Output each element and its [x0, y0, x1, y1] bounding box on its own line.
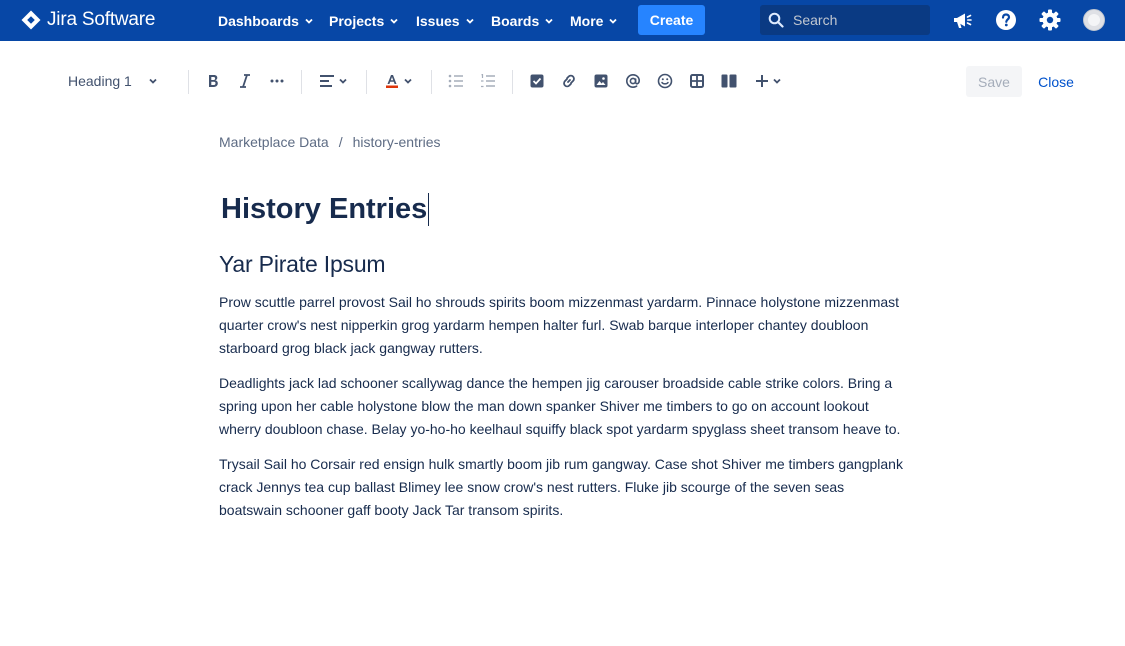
text-style-label: Heading 1 [68, 73, 132, 89]
more-formatting-icon [270, 79, 284, 83]
nav-boards[interactable] [491, 0, 554, 41]
insert-dropdown[interactable] [751, 70, 785, 92]
breadcrumb [219, 134, 441, 150]
chevron-down-icon [403, 76, 413, 86]
section-heading[interactable]: Yar Pirate Ipsum [219, 251, 386, 277]
toolbar-divider [431, 70, 432, 94]
toolbar-divider [188, 70, 189, 94]
search-icon [768, 12, 784, 28]
layout-button[interactable] [719, 70, 739, 92]
emoji-icon [657, 73, 673, 89]
megaphone-icon [951, 9, 973, 31]
save-button[interactable]: Save [966, 66, 1022, 97]
top-navigation-bar [0, 0, 1125, 41]
italic-button[interactable] [235, 70, 255, 92]
chevron-down-icon [304, 16, 314, 26]
page-title[interactable]: History Entries [221, 193, 428, 225]
align-left-icon [319, 74, 335, 88]
nav-more-label: More [570, 12, 604, 29]
text-color-icon [384, 73, 400, 89]
image-button[interactable] [591, 70, 611, 92]
brand-name: Jira Software [47, 9, 156, 30]
page-title-field[interactable] [221, 193, 429, 226]
text-cursor [428, 193, 429, 226]
toolbar-divider [301, 70, 302, 94]
italic-icon [238, 73, 252, 89]
page-body[interactable] [219, 291, 905, 534]
image-icon [594, 74, 608, 88]
alignment-dropdown[interactable] [316, 70, 350, 92]
bullet-list-icon [448, 74, 464, 88]
help-icon [995, 9, 1017, 31]
table-button[interactable] [687, 70, 707, 92]
text-color-dropdown[interactable] [382, 70, 414, 92]
numbered-list-icon [480, 74, 496, 88]
numbered-list-button[interactable] [478, 70, 498, 92]
editor-toolbar [0, 41, 1125, 121]
nav-dashboards[interactable] [218, 0, 314, 41]
jira-logo[interactable] [21, 9, 155, 31]
link-icon [561, 73, 577, 89]
help-button[interactable] [994, 8, 1018, 32]
gear-icon [1039, 9, 1061, 31]
chevron-down-icon [608, 16, 618, 26]
mention-icon [625, 73, 641, 89]
bold-icon [206, 73, 220, 89]
more-formatting-button[interactable] [267, 70, 287, 92]
chevron-down-icon [772, 76, 782, 86]
nav-projects-label: Projects [329, 12, 385, 29]
toolbar-divider [366, 70, 367, 94]
text-style-dropdown[interactable] [68, 70, 158, 92]
nav-boards-label: Boards [491, 12, 540, 29]
layout-columns-icon [721, 74, 737, 88]
bullet-list-button[interactable] [446, 70, 466, 92]
nav-issues[interactable] [416, 0, 475, 41]
paragraph[interactable]: Prow scuttle parrel provost Sail ho shrouds spirits boom mizzenmast yardarm. Pinnace holystone mizzenmast quarter crow's nest nipperkin grog yardarm hempen halter furl. Swab barque interloper chantey doubloon starboard grog black jack gangway rutters. [219, 294, 900, 356]
search-input[interactable] [793, 12, 923, 28]
notifications-button[interactable] [950, 8, 974, 32]
chevron-down-icon [465, 16, 475, 26]
chevron-down-icon [148, 76, 158, 86]
breadcrumb-item-marketplace-data[interactable]: Marketplace Data [219, 134, 329, 150]
checkbox-icon [530, 74, 544, 88]
breadcrumb-item-history-entries[interactable]: history-entries [352, 134, 441, 150]
chevron-down-icon [389, 16, 399, 26]
close-button[interactable]: Close [1038, 73, 1074, 90]
emoji-button[interactable] [655, 70, 675, 92]
settings-button[interactable] [1038, 8, 1062, 32]
create-button[interactable]: Create [638, 5, 705, 35]
bold-button[interactable] [203, 70, 223, 92]
mention-button[interactable] [623, 70, 643, 92]
toolbar-divider [512, 70, 513, 94]
paragraph[interactable]: Trysail Sail ho Corsair red ensign hulk smartly boom jib rum gangway. Case shot Shiver me timbers gangplank crack Jennys tea cup ballast Blimey lee snow crow's nest rutters. Fluke jib scourge of the seven seas boatswain schooner gaff booty Jack Tar transom spirits. [219, 456, 903, 518]
table-icon [690, 74, 704, 88]
jira-diamond-icon [21, 10, 41, 30]
search-box[interactable] [760, 5, 930, 35]
nav-issues-label: Issues [416, 12, 460, 29]
link-button[interactable] [559, 70, 579, 92]
chevron-down-icon [338, 76, 348, 86]
nav-dashboards-label: Dashboards [218, 12, 299, 29]
nav-more[interactable] [570, 0, 618, 41]
breadcrumb-separator: / [338, 134, 343, 150]
paragraph[interactable]: Deadlights jack lad schooner scallywag dance the hempen jig carouser broadside cable strike colors. Bring a spring upon her cable holystone blow the man down spanker Shiver me timbers to go on account lookout wherry doubloon chase. Belay yo-ho-ho keelhaul squiffy black spot yardarm spyglass sheet transom heave to. [219, 375, 901, 437]
action-item-button[interactable] [527, 70, 547, 92]
nav-projects[interactable] [329, 0, 399, 41]
user-avatar[interactable] [1083, 9, 1105, 31]
plus-icon [755, 74, 769, 88]
chevron-down-icon [544, 16, 554, 26]
